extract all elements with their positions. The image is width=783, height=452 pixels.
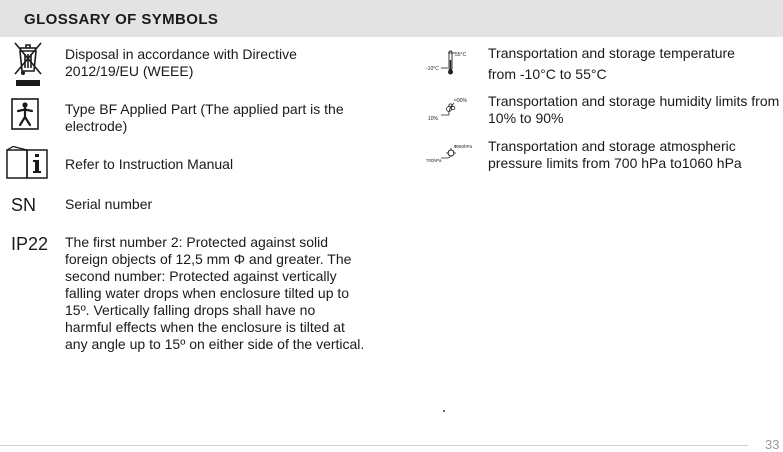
crossed-out-wheelie-bin-icon [11, 40, 45, 90]
temperature-line-2: from -10°C to 55°C [488, 66, 607, 82]
manual-description: Refer to Instruction Manual [65, 156, 234, 172]
instruction-manual-icon [5, 146, 49, 180]
footer-divider [0, 445, 748, 446]
type-bf-applied-part-icon [11, 98, 39, 130]
page-number: 33 [765, 437, 780, 452]
temperature-line-1: Transportation and storage temperature [488, 45, 735, 61]
humidity-description: Transportation and storage humidity limits from 10% to 90% [488, 93, 780, 126]
serial-number-code: SN [11, 195, 37, 215]
serial-number-description: Serial number [65, 196, 153, 212]
humidity-icon-low-label: 10% [428, 116, 439, 122]
temp-icon-high-label: 55°C [455, 52, 467, 58]
glossary-header [0, 0, 783, 37]
humidity-icon-high-label: 90% [457, 98, 468, 104]
pressure-icon-high-label: 1060hPa [454, 144, 473, 149]
page-title: GLOSSARY OF SYMBOLS [24, 11, 219, 28]
bf-description: Type BF Applied Part (The applied part is the electrode) [65, 101, 344, 134]
pressure-icon-low-label: 700hPa [426, 158, 442, 163]
pressure-description: Transportation and storage atmospheric pressure limits from 700 hPa to1060 hPa [488, 138, 742, 171]
pressure-icon [424, 140, 474, 170]
weee-description: Disposal in accordance with Directive 2012/19/EU (WEEE) [65, 46, 297, 79]
humidity-icon [424, 95, 474, 125]
ip-rating-code: IP22 [11, 234, 49, 254]
stray-dot [443, 410, 445, 412]
thermometer-icon [424, 48, 474, 78]
ip-rating-description: The first number 2: Protected against solid foreign objects of 12,5 mm Φ and greater. The second number: Protected against vertically falling water drops when enclosure tilted up to 15º. Vertically falling drops shall have no harmful effects when the enclosure is tilted at any angle up to 15º on either side of the vertical. [65, 234, 365, 352]
temp-icon-low-label: -10°C [426, 66, 439, 72]
